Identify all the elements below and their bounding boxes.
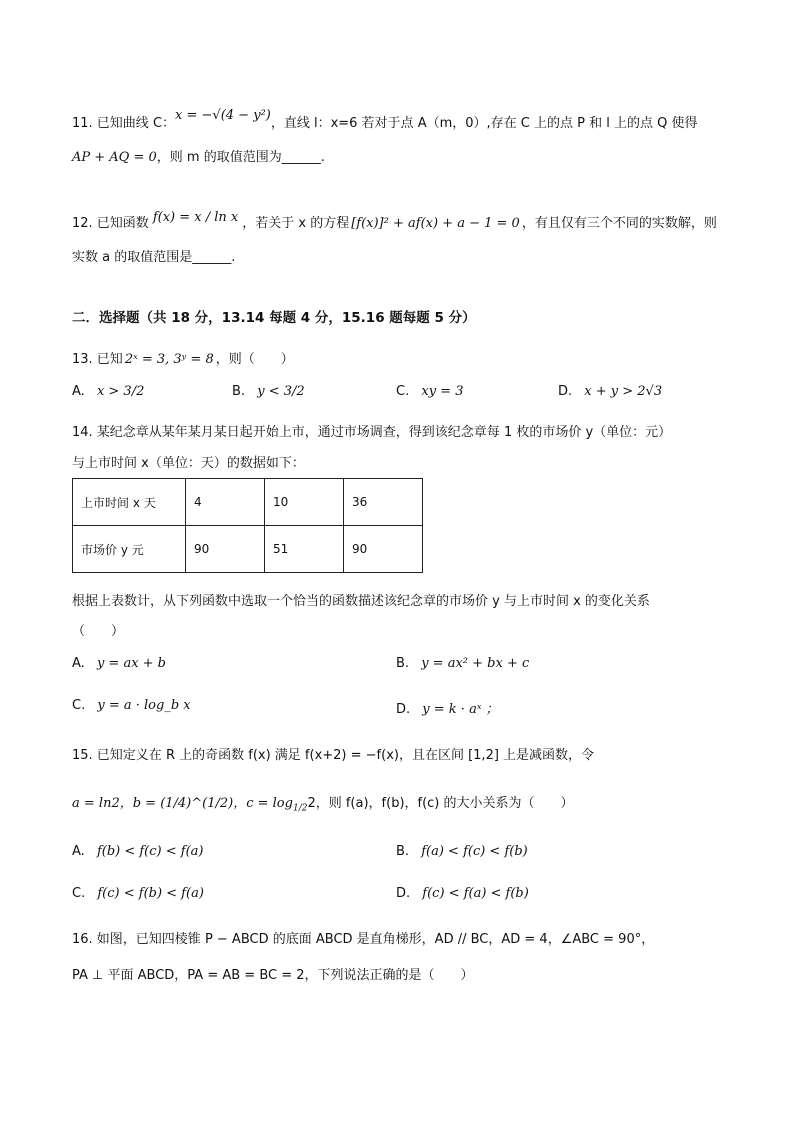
q12-line2: 实数 a 的取值范围是______. — [72, 250, 236, 265]
q16-stem-line2: PA ⊥ 平面 ABCD，PA = AB = BC = 2，下列说法正确的是（ ） — [72, 968, 474, 983]
table-cell: 36 — [344, 479, 423, 526]
section2-heading: 二．选择题（共 18 分，13.14 每题 4 分，15.16 题每题 5 分） — [72, 310, 476, 326]
q12-line1 — [72, 212, 717, 231]
option-label: A. — [72, 656, 85, 671]
option-label: C. — [72, 886, 86, 901]
option-text: f(c) < f(b) < f(a) — [97, 886, 204, 901]
q14-option-c[interactable] — [72, 698, 191, 713]
q13-stem — [72, 348, 294, 367]
option-label: A. — [72, 384, 85, 399]
table-header-cell: 市场价 y 元 — [73, 526, 186, 573]
q15-option-a[interactable] — [72, 844, 203, 859]
q12-prefix: 12. 已知函数 — [72, 216, 149, 231]
option-text: f(a) < f(c) < f(b) — [421, 844, 528, 859]
option-text: y = ax² + bx + c — [421, 656, 530, 671]
option-text: f(c) < f(a) < f(b) — [422, 886, 529, 901]
q13-stem-eq: 2ˣ = 3, 3ʸ = 8 — [124, 352, 214, 367]
table-cell: 51 — [265, 526, 344, 573]
table-cell: 90 — [186, 526, 265, 573]
option-label: C. — [396, 384, 410, 399]
q14-option-b[interactable] — [396, 656, 529, 671]
table-row — [73, 526, 423, 573]
q11-vector-eq: AP + AQ = 0 — [72, 150, 157, 165]
q14-option-d[interactable] — [396, 698, 499, 717]
q13-stem-prefix: 13. 已知 — [72, 352, 123, 367]
table-cell: 90 — [344, 526, 423, 573]
q14-after-line2: （ ） — [72, 624, 125, 639]
option-text: f(b) < f(c) < f(a) — [96, 844, 204, 859]
q15-stem-line2 — [72, 792, 574, 814]
option-label: B. — [396, 844, 410, 859]
q14-stem-line1: 14. 某纪念章从某年某月某日起开始上市，通过市场调查，得到该纪念章每 1 枚的市场价 y（单位：元） — [72, 425, 672, 440]
table-header-cell: 上市时间 x 天 — [73, 479, 186, 526]
q13-stem-suffix: ，则（ ） — [215, 352, 294, 367]
option-label: D. — [396, 702, 411, 717]
q12-mid: ，若关于 x 的方程 — [242, 216, 350, 231]
table-cell: 4 — [186, 479, 265, 526]
q13-option-a[interactable] — [72, 384, 144, 399]
option-text: y < 3/2 — [257, 384, 305, 399]
q14-option-a[interactable] — [72, 656, 166, 671]
q14-stem-line2: 与上市时间 x（单位：天）的数据如下： — [72, 456, 305, 471]
q11-curve-eq: x = −√(4 − y²) — [175, 108, 271, 123]
q13-option-b[interactable] — [232, 384, 305, 399]
q15-option-c[interactable] — [72, 886, 204, 901]
table-cell: 10 — [265, 479, 344, 526]
q12-suffix: ，有且仅有三个不同的实数解，则 — [521, 216, 717, 231]
q15-option-b[interactable] — [396, 844, 528, 859]
q12-equation: [f(x)]² + af(x) + a − 1 = 0 — [351, 216, 520, 231]
q15-option-d[interactable] — [396, 886, 529, 901]
option-label: C. — [72, 698, 86, 713]
q11-prefix: 11. 已知曲线 C： — [72, 116, 176, 131]
option-label: B. — [232, 384, 246, 399]
q12-func: f(x) = x / ln x — [152, 210, 239, 225]
option-label: B. — [396, 656, 410, 671]
q15-log-base: 1/2 — [292, 803, 308, 814]
q16-stem-line1: 16. 如图，已知四棱锥 P − ABCD 的底面 ABCD 是直角梯形，AD // BC，AD = 4，∠ABC = 90°， — [72, 932, 655, 947]
q15-stem-line2-a: a = ln2，b = (1/4)^(1/2)，c = log — [72, 796, 293, 811]
option-text: y = k · aˣ ； — [422, 702, 499, 717]
q15-stem-line2-b: 2，则 f(a)，f(b)，f(c) 的大小关系为（ ） — [307, 796, 574, 811]
option-text: y = a · log_b x — [97, 698, 191, 713]
option-label: A. — [72, 844, 85, 859]
q11-line1 — [72, 108, 698, 131]
option-text: x > 3/2 — [96, 384, 145, 399]
q11-line2 — [72, 146, 325, 165]
q13-option-d[interactable] — [558, 384, 662, 399]
option-label: D. — [558, 384, 573, 399]
table-row — [73, 479, 423, 526]
q13-option-c[interactable] — [396, 384, 463, 399]
q15-stem-line1: 15. 已知定义在 R 上的奇函数 f(x) 满足 f(x+2) = −f(x)，且在区间 [1,2] 上是减函数，令 — [72, 748, 595, 763]
option-text: xy = 3 — [421, 384, 464, 399]
option-text: x + y > 2√3 — [584, 384, 663, 399]
option-text: y = ax + b — [96, 656, 166, 671]
q11-line1-suffix: ，直线 l：x=6 若对于点 A（m，0）,存在 C 上的点 P 和 l 上的点 Q 使得 — [270, 116, 698, 131]
q11-line2-suffix: ，则 m 的取值范围为______. — [156, 150, 325, 165]
option-label: D. — [396, 886, 411, 901]
q14-after-line1: 根据上表数计，从下列函数中选取一个恰当的函数描述该纪念章的市场价 y 与上市时间 x 的变化关系 — [72, 594, 650, 609]
q14-data-table — [72, 478, 423, 573]
